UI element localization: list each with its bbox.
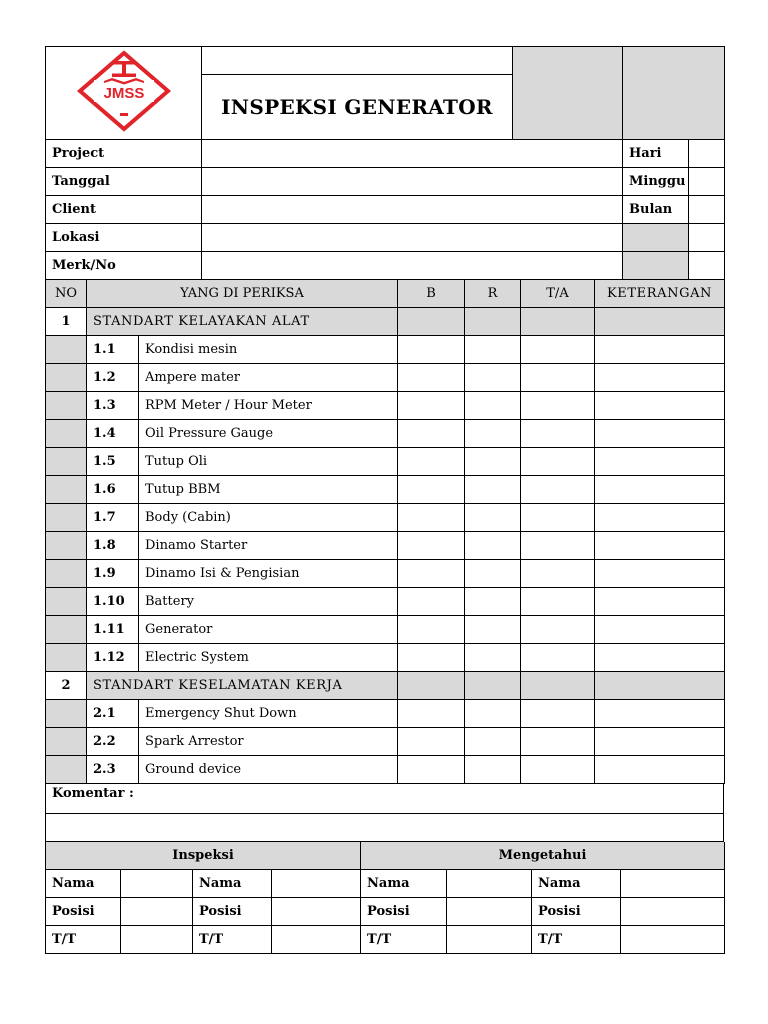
bulan-label: Bulan xyxy=(623,196,689,224)
signature-field-value[interactable] xyxy=(447,926,532,954)
section-ta-cell xyxy=(521,308,595,336)
project-field[interactable] xyxy=(202,140,623,168)
table-row xyxy=(46,392,725,420)
check-r-cell[interactable] xyxy=(465,700,521,728)
mengetahui-header: Mengetahui xyxy=(361,842,725,870)
row-number-blank xyxy=(46,728,87,756)
check-ta-cell[interactable] xyxy=(521,448,595,476)
column-header-keterangan: KETERANGAN xyxy=(595,280,725,308)
keterangan-cell[interactable] xyxy=(595,588,725,616)
section-notes-cell xyxy=(595,308,725,336)
signature-field-label: T/T xyxy=(361,926,447,954)
check-b-cell[interactable] xyxy=(398,588,465,616)
check-ta-cell[interactable] xyxy=(521,504,595,532)
item-label: Kondisi mesin xyxy=(139,336,398,364)
item-label: Generator xyxy=(139,616,398,644)
item-label: Dinamo Starter xyxy=(139,532,398,560)
table-row xyxy=(46,476,725,504)
svg-text:JMSS: JMSS xyxy=(103,85,144,102)
column-header-r: R xyxy=(465,280,521,308)
check-b-cell[interactable] xyxy=(398,420,465,448)
merk-period-field[interactable] xyxy=(689,252,725,280)
keterangan-cell[interactable] xyxy=(595,728,725,756)
section-row xyxy=(46,308,725,336)
item-code: 1.9 xyxy=(87,560,139,588)
signature-field-label: Nama xyxy=(46,870,121,898)
check-r-cell[interactable] xyxy=(465,336,521,364)
check-r-cell[interactable] xyxy=(465,504,521,532)
check-b-cell[interactable] xyxy=(398,560,465,588)
check-r-cell[interactable] xyxy=(465,616,521,644)
table-row xyxy=(46,644,725,672)
row-number-blank xyxy=(46,700,87,728)
row-number-blank xyxy=(46,364,87,392)
item-code: 1.3 xyxy=(87,392,139,420)
section-b-cell xyxy=(398,672,465,700)
check-r-cell[interactable] xyxy=(465,532,521,560)
check-b-cell[interactable] xyxy=(398,700,465,728)
check-ta-cell[interactable] xyxy=(521,336,595,364)
keterangan-cell[interactable] xyxy=(595,392,725,420)
comment-field[interactable] xyxy=(46,814,724,842)
keterangan-cell[interactable] xyxy=(595,476,725,504)
check-r-cell[interactable] xyxy=(465,560,521,588)
item-code: 1.6 xyxy=(87,476,139,504)
row-number-blank xyxy=(46,392,87,420)
check-ta-cell[interactable] xyxy=(521,616,595,644)
check-ta-cell[interactable] xyxy=(521,476,595,504)
check-b-cell[interactable] xyxy=(398,476,465,504)
signature-row xyxy=(46,926,725,954)
lokasi-field[interactable] xyxy=(202,224,623,252)
item-code: 2.1 xyxy=(87,700,139,728)
section-title: STANDART KELAYAKAN ALAT xyxy=(87,308,398,336)
row-number-blank xyxy=(46,448,87,476)
keterangan-cell[interactable] xyxy=(595,644,725,672)
check-r-cell[interactable] xyxy=(465,588,521,616)
check-r-cell[interactable] xyxy=(465,476,521,504)
header-blank-top xyxy=(202,47,513,75)
table-row xyxy=(46,728,725,756)
client-field[interactable] xyxy=(202,196,623,224)
table-row xyxy=(46,448,725,476)
section-r-cell xyxy=(465,672,521,700)
section-number: 2 xyxy=(46,672,87,700)
item-code: 2.3 xyxy=(87,756,139,784)
info-row-client xyxy=(46,196,725,224)
column-header-item: YANG DI PERIKSA xyxy=(87,280,398,308)
keterangan-cell[interactable] xyxy=(595,336,725,364)
check-b-cell[interactable] xyxy=(398,448,465,476)
section-title: STANDART KESELAMATAN KERJA xyxy=(87,672,398,700)
check-b-cell[interactable] xyxy=(398,364,465,392)
signature-row xyxy=(46,870,725,898)
item-label: Ampere mater xyxy=(139,364,398,392)
jmss-logo-icon xyxy=(72,47,176,135)
form-header xyxy=(45,46,725,140)
check-ta-cell[interactable] xyxy=(521,728,595,756)
section-b-cell xyxy=(398,308,465,336)
check-r-cell[interactable] xyxy=(465,728,521,756)
section-number: 1 xyxy=(46,308,87,336)
row-number-blank xyxy=(46,476,87,504)
project-label: Project xyxy=(46,140,202,168)
item-label: Tutup BBM xyxy=(139,476,398,504)
table-row xyxy=(46,588,725,616)
signature-field-value[interactable] xyxy=(621,926,725,954)
company-logo xyxy=(46,47,202,140)
item-code: 1.12 xyxy=(87,644,139,672)
column-header-ta: T/A xyxy=(521,280,595,308)
check-b-cell[interactable] xyxy=(398,616,465,644)
table-row xyxy=(46,336,725,364)
checklist-table xyxy=(45,280,725,784)
signature-field-label: Nama xyxy=(361,870,447,898)
item-code: 1.2 xyxy=(87,364,139,392)
signature-field-value[interactable] xyxy=(621,898,725,926)
keterangan-cell[interactable] xyxy=(595,756,725,784)
tanggal-field[interactable] xyxy=(202,168,623,196)
signature-field-value[interactable] xyxy=(121,926,193,954)
lokasi-period-field[interactable] xyxy=(689,224,725,252)
item-label: Dinamo Isi & Pengisian xyxy=(139,560,398,588)
lokasi-period-blank xyxy=(623,224,689,252)
row-number-blank xyxy=(46,588,87,616)
keterangan-cell[interactable] xyxy=(595,448,725,476)
table-row xyxy=(46,700,725,728)
merk-label: Merk/No xyxy=(46,252,202,280)
signature-body xyxy=(46,870,725,954)
row-number-blank xyxy=(46,560,87,588)
table-row xyxy=(46,364,725,392)
row-number-blank xyxy=(46,504,87,532)
item-code: 1.1 xyxy=(87,336,139,364)
keterangan-cell[interactable] xyxy=(595,560,725,588)
item-label: RPM Meter / Hour Meter xyxy=(139,392,398,420)
section-ta-cell xyxy=(521,672,595,700)
check-ta-cell[interactable] xyxy=(521,364,595,392)
item-label: Ground device xyxy=(139,756,398,784)
info-row-lokasi xyxy=(46,224,725,252)
info-row-merk xyxy=(46,252,725,280)
item-code: 1.4 xyxy=(87,420,139,448)
item-label: Battery xyxy=(139,588,398,616)
item-label: Spark Arrestor xyxy=(139,728,398,756)
row-number-blank xyxy=(46,532,87,560)
check-b-cell[interactable] xyxy=(398,728,465,756)
signature-field-value[interactable] xyxy=(272,926,361,954)
table-row xyxy=(46,504,725,532)
inspection-form xyxy=(45,46,724,954)
hari-label: Hari xyxy=(623,140,689,168)
form-title: INSPEKSI GENERATOR xyxy=(202,75,513,140)
table-row xyxy=(46,420,725,448)
signature-field-value[interactable] xyxy=(272,870,361,898)
signature-field-value[interactable] xyxy=(121,898,193,926)
keterangan-cell[interactable] xyxy=(595,504,725,532)
check-r-cell[interactable] xyxy=(465,392,521,420)
item-code: 1.7 xyxy=(87,504,139,532)
checklist-body xyxy=(46,308,725,784)
signature-field-label: Posisi xyxy=(46,898,121,926)
client-label: Client xyxy=(46,196,202,224)
comment-label: Komentar : xyxy=(46,784,724,814)
info-row-tanggal xyxy=(46,168,725,196)
check-b-cell[interactable] xyxy=(398,644,465,672)
check-b-cell[interactable] xyxy=(398,532,465,560)
minggu-field[interactable] xyxy=(689,168,725,196)
signature-header-row xyxy=(46,842,725,870)
section-r-cell xyxy=(465,308,521,336)
item-code: 1.10 xyxy=(87,588,139,616)
item-code: 1.11 xyxy=(87,616,139,644)
section-notes-cell xyxy=(595,672,725,700)
signature-field-label: Posisi xyxy=(193,898,272,926)
signature-row xyxy=(46,898,725,926)
signature-field-value[interactable] xyxy=(447,870,532,898)
keterangan-cell[interactable] xyxy=(595,364,725,392)
table-row xyxy=(46,532,725,560)
inspeksi-header: Inspeksi xyxy=(46,842,361,870)
check-ta-cell[interactable] xyxy=(521,588,595,616)
item-label: Tutup Oli xyxy=(139,448,398,476)
row-number-blank xyxy=(46,616,87,644)
check-r-cell[interactable] xyxy=(465,420,521,448)
merk-period-blank xyxy=(623,252,689,280)
check-b-cell[interactable] xyxy=(398,392,465,420)
item-label: Oil Pressure Gauge xyxy=(139,420,398,448)
check-r-cell[interactable] xyxy=(465,364,521,392)
check-ta-cell[interactable] xyxy=(521,756,595,784)
signature-block xyxy=(45,842,725,954)
row-number-blank xyxy=(46,336,87,364)
keterangan-cell[interactable] xyxy=(595,616,725,644)
row-number-blank xyxy=(46,420,87,448)
item-label: Emergency Shut Down xyxy=(139,700,398,728)
item-label: Body (Cabin) xyxy=(139,504,398,532)
column-header-b: B xyxy=(398,280,465,308)
check-b-cell[interactable] xyxy=(398,504,465,532)
signature-field-value[interactable] xyxy=(447,898,532,926)
check-r-cell[interactable] xyxy=(465,756,521,784)
keterangan-cell[interactable] xyxy=(595,700,725,728)
signature-field-value[interactable] xyxy=(621,870,725,898)
info-row-project xyxy=(46,140,725,168)
check-r-cell[interactable] xyxy=(465,448,521,476)
check-b-cell[interactable] xyxy=(398,336,465,364)
signature-field-label: Nama xyxy=(193,870,272,898)
check-ta-cell[interactable] xyxy=(521,392,595,420)
tanggal-label: Tanggal xyxy=(46,168,202,196)
table-row xyxy=(46,756,725,784)
info-fields xyxy=(45,140,725,280)
signature-field-value[interactable] xyxy=(121,870,193,898)
column-header-no: NO xyxy=(46,280,87,308)
row-number-blank xyxy=(46,644,87,672)
check-b-cell[interactable] xyxy=(398,756,465,784)
check-ta-cell[interactable] xyxy=(521,420,595,448)
comment-block xyxy=(45,784,724,842)
merk-field[interactable] xyxy=(202,252,623,280)
section-row xyxy=(46,672,725,700)
item-code: 1.5 xyxy=(87,448,139,476)
check-ta-cell[interactable] xyxy=(521,644,595,672)
signature-field-label: T/T xyxy=(532,926,621,954)
item-code: 2.2 xyxy=(87,728,139,756)
signature-field-label: Posisi xyxy=(532,898,621,926)
signature-field-label: Posisi xyxy=(361,898,447,926)
checklist-header-row xyxy=(46,280,725,308)
check-ta-cell[interactable] xyxy=(521,560,595,588)
item-label: Electric System xyxy=(139,644,398,672)
keterangan-cell[interactable] xyxy=(595,532,725,560)
header-gray-block-right xyxy=(623,47,725,140)
hari-field[interactable] xyxy=(689,140,725,168)
check-ta-cell[interactable] xyxy=(521,700,595,728)
table-row xyxy=(46,616,725,644)
item-code: 1.8 xyxy=(87,532,139,560)
keterangan-cell[interactable] xyxy=(595,420,725,448)
table-row xyxy=(46,560,725,588)
minggu-label: Minggu xyxy=(623,168,689,196)
header-gray-block xyxy=(513,47,623,140)
signature-field-label: T/T xyxy=(193,926,272,954)
signature-field-value[interactable] xyxy=(272,898,361,926)
signature-field-label: T/T xyxy=(46,926,121,954)
bulan-field[interactable] xyxy=(689,196,725,224)
check-ta-cell[interactable] xyxy=(521,532,595,560)
signature-field-label: Nama xyxy=(532,870,621,898)
row-number-blank xyxy=(46,756,87,784)
check-r-cell[interactable] xyxy=(465,644,521,672)
lokasi-label: Lokasi xyxy=(46,224,202,252)
